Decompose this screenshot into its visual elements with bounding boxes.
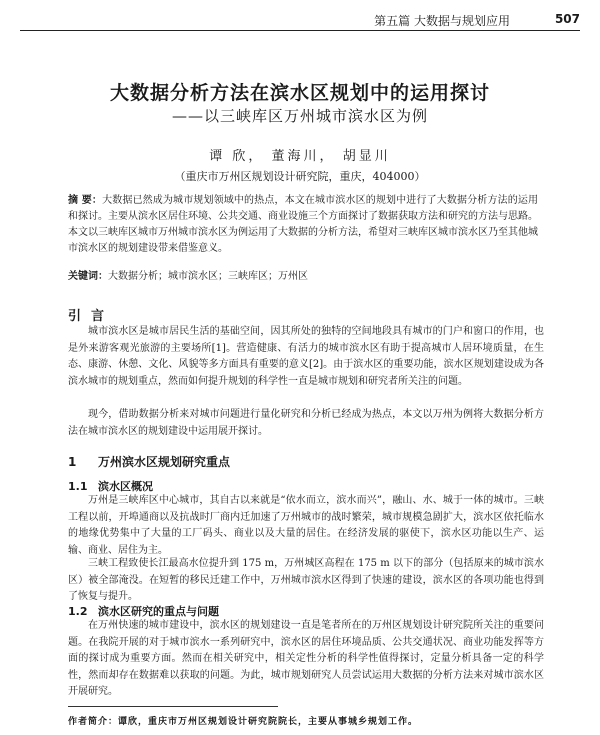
running-header — [20, 0, 580, 31]
section-1-heading — [68, 453, 230, 470]
intro-paragraph-1: 城市滨水区是城市居民生活的基础空间，因其所处的独特的空间地段具有城市的门户和窗口的作用，也是外来游客观光旅游的主要场所[1]。营造健康、有活力的城市滨水区有助于提高城市人居环境质量，在生态、康游、休憩、文化、风貌等多方面具有重要的意义[2]。由于滨水区的重要功能，滨水区规划建设成为各滨水城市的规划重点，然而如何提升规划的科学性一直是城市规划和研究者所关注的问题。 — [68, 326, 544, 387]
author-footnote: 作者简介：谭欣，重庆市万州区规划设计研究院院长，主要从事城乡规划工作。 — [68, 717, 419, 727]
keywords-label: 关键词： — [68, 271, 108, 282]
section-1-1-paragraph-2: 三峡工程致使长江最高水位提升到 175 m，万州城区高程在 175 m 以下的部分（包括原来的城市滨水区）被全部淹没。在短暂的移民迁建工作中，万州城市滨水区得到了快速的建设，滨水区的各项功能也得到了恢复与提升。 — [68, 558, 544, 602]
section-1-2-heading — [68, 603, 219, 619]
intro-heading: 引言 — [68, 309, 115, 324]
section-1-1-number: 1.1 — [68, 480, 88, 493]
intro-paragraph-2: 现今，借助数据分析来对城市问题进行量化研究和分析已经成为热点，本文以万州为例将大数据分析方法在城市滨水区的规划建设中运用展开探讨。 — [68, 409, 544, 437]
footnote-divider — [68, 706, 278, 707]
header-chapter: 第五篇 大数据与规划应用 — [374, 14, 510, 28]
section-1-2-paragraph-1: 在万州快速的城市建设中，滨水区的规划建设一直是笔者所在的万州区规划设计研究院所关注的重要问题。在我院开展的对于城市滨水一系列研究中，滨水区的居住环境品质、公共交通状况、商业功能发挥等方面的探讨成为重要方面。然而在相关研究中，相关定性分析的科学性值得探讨，定量分析具备一定的科学性，然而却存在数据难以获取的问题。为此，城市规划研究人员尝试运用大数据的分析方法来对城市滨水区开展研究。 — [68, 620, 544, 697]
section-1-2-title: 滨水区研究的重点与问题 — [98, 605, 219, 618]
abstract-text: 大数据已然成为城市规划领域中的热点，本文在城市滨水区的规划中进行了大数据分析方法的运用和探讨。主要从滨水区居住环境、公共交通、商业设施三个方面探讨了数据获取方法和研究的方法与思路。本文以三峡库区城市万州城市滨水区为例运用了大数据的分析方法，希望对三峡库区城市滨水区乃至其他城市滨水区的规划建设带来借鉴意义。 — [68, 195, 539, 254]
section-1-title: 万州滨水区规划研究重点 — [98, 455, 231, 469]
paper-authors: 谭 欣， 董海川， 胡显川 — [209, 149, 391, 164]
paper-title: 大数据分析方法在滨水区规划中的运用探讨 — [109, 82, 490, 104]
abstract-label: 摘 要： — [68, 195, 103, 206]
section-1-1-heading — [68, 478, 153, 494]
section-1-1-title: 滨水区概况 — [98, 480, 153, 493]
keywords — [68, 267, 538, 282]
keywords-text: 大数据分析；城市滨水区；三峡库区；万州区 — [108, 271, 308, 282]
section-1-number: 1 — [68, 455, 77, 469]
section-1-2-number: 1.2 — [68, 605, 88, 618]
section-1-1-paragraph-1: 万州是三峡库区中心城市，其自古以来就是“依水而立，滨水而兴”，融山、水、城于一体的城市。三峡工程以前，开埠通商以及抗战时厂商内迁加速了万州城市的战时繁荣，城市规模急剧扩大，滨水区依托临水的地缘优势集中了大量的工厂码头、商业以及大量的居住。在经济发展的驱使下，滨水区功能以生产、运输、商业、居住为主。 — [68, 495, 544, 556]
paper-subtitle: ——以三峡库区万州城市滨水区为例 — [171, 107, 428, 125]
header-page-number: 507 — [554, 12, 580, 26]
paper-affiliation: （重庆市万州区规划设计研究院，重庆，404000） — [174, 170, 426, 183]
abstract — [68, 193, 538, 257]
